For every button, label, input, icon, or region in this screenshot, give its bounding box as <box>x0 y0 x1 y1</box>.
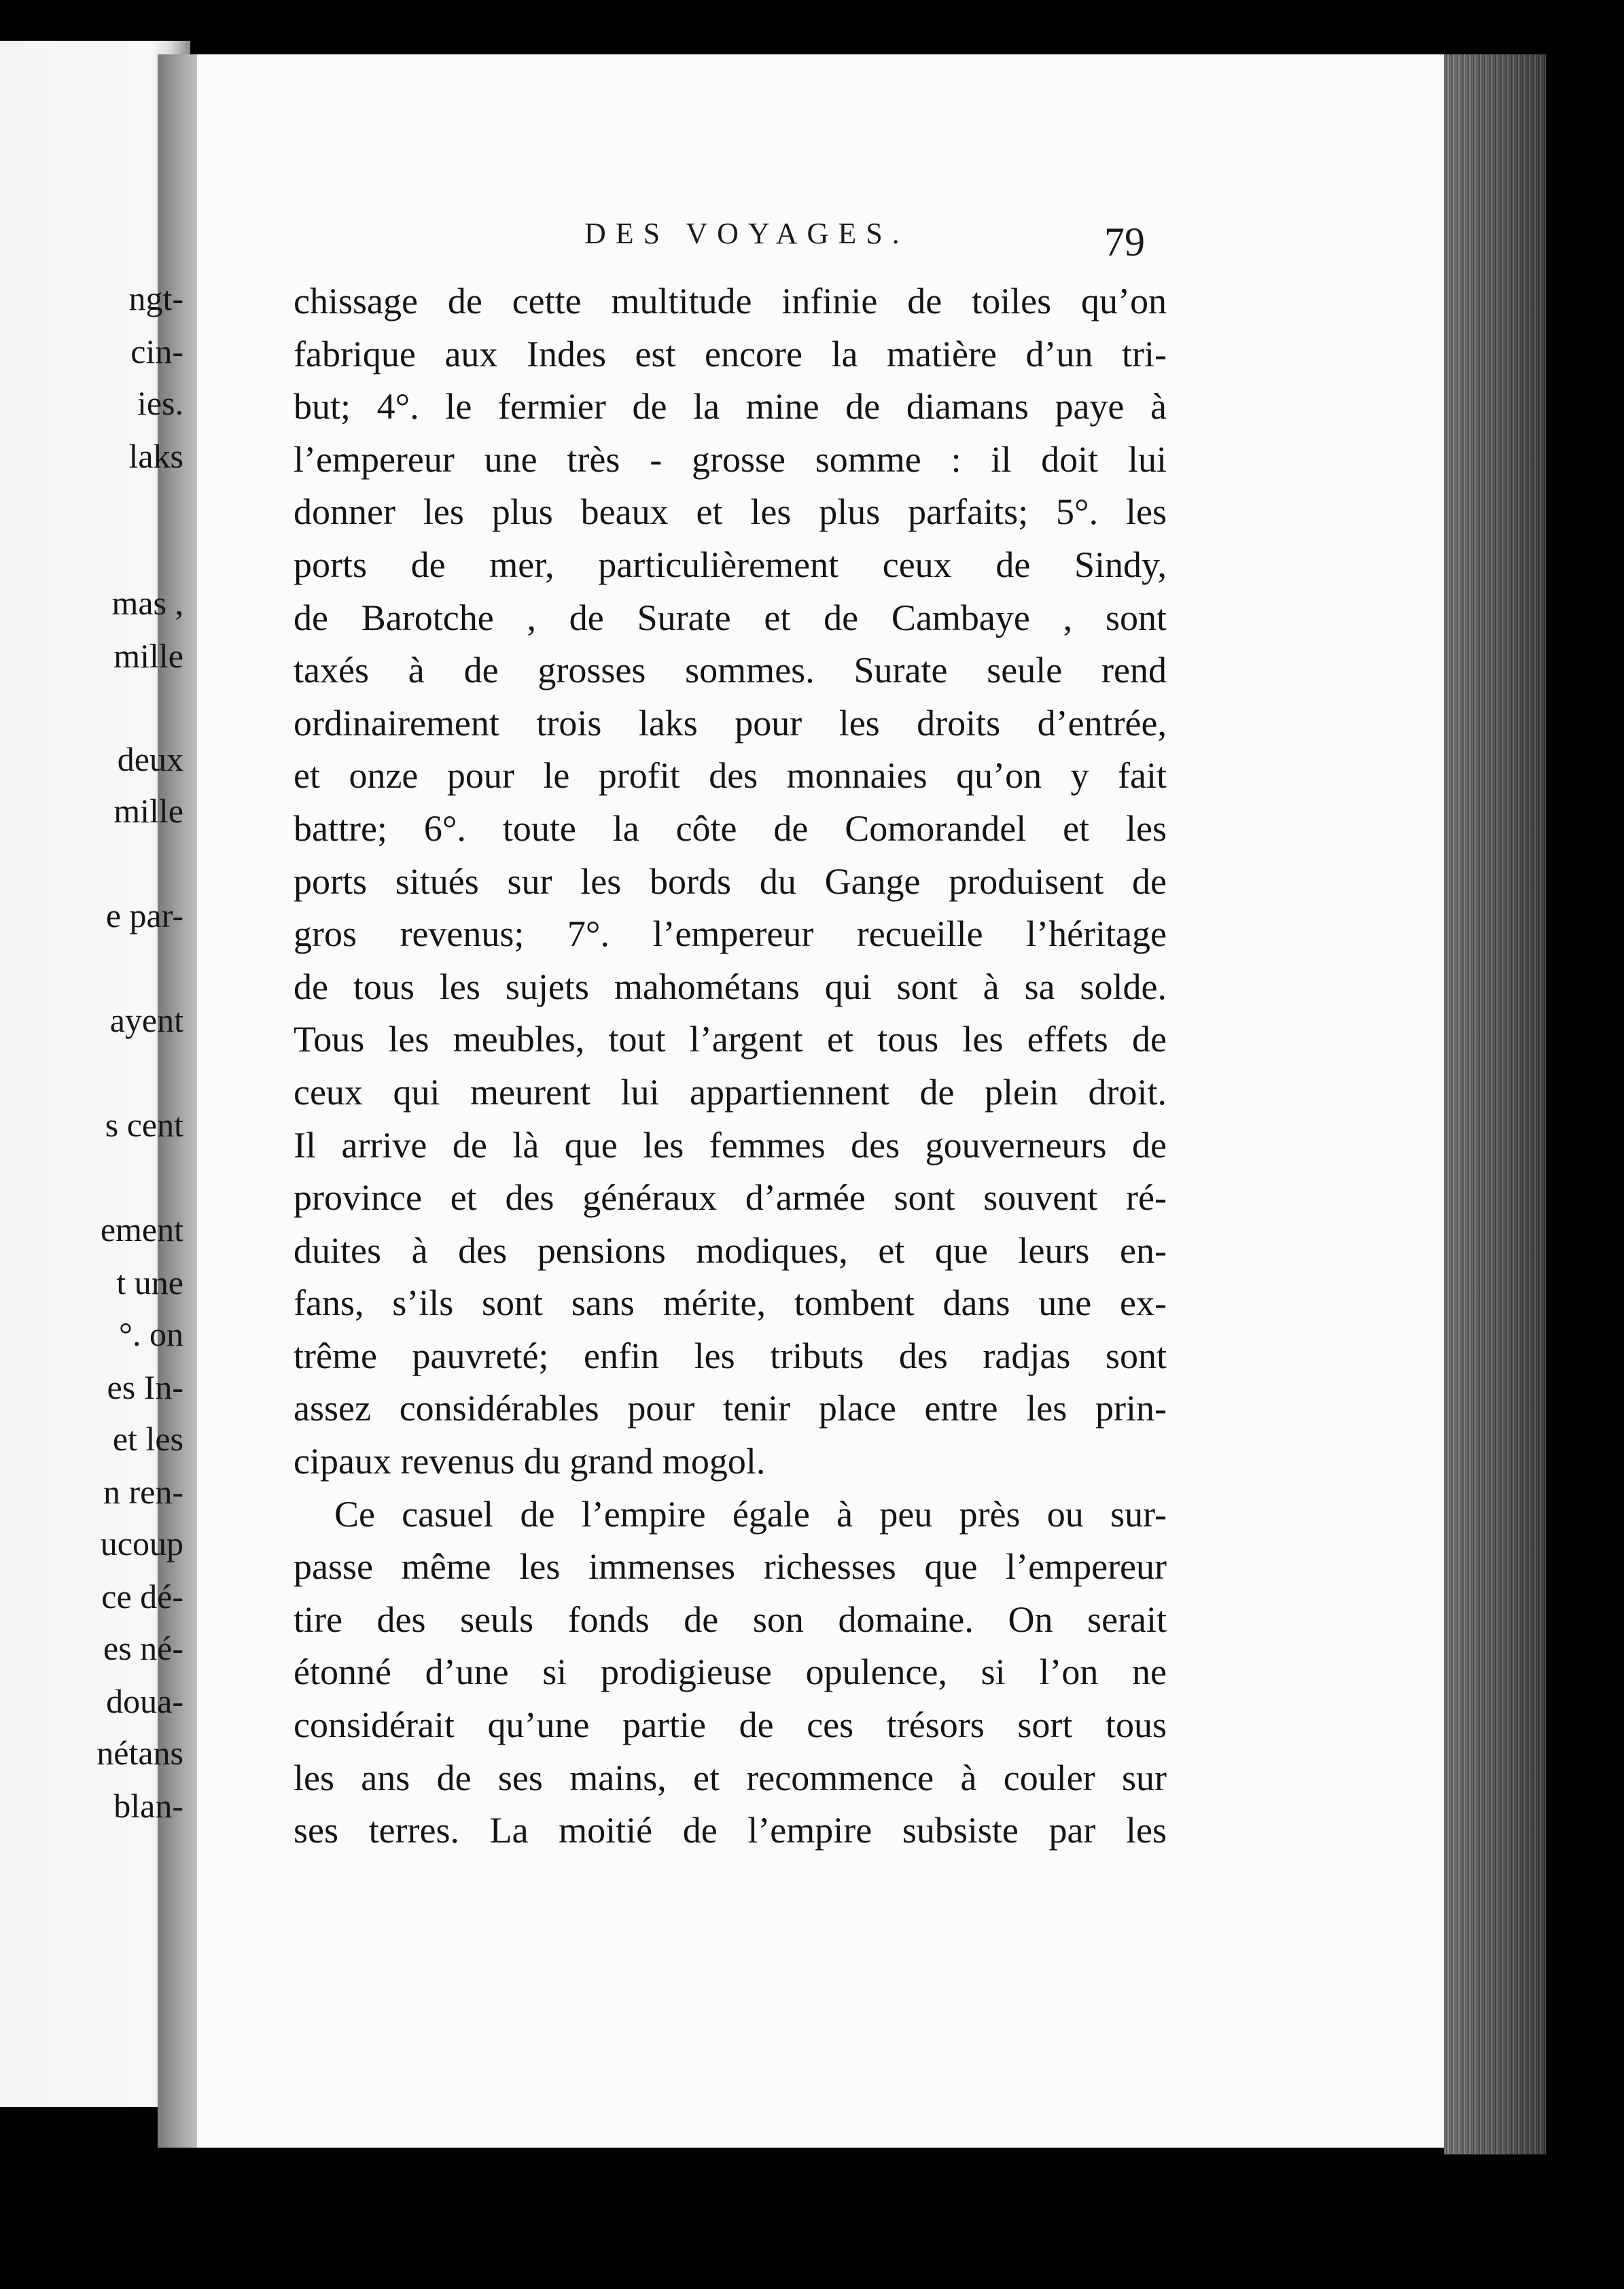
text-line: Ce casuel de l’empire égale à peu près ou sur- <box>334 1493 1167 1535</box>
text-line: fabrique aux Indes est encore la matière d’un tri- <box>294 333 1167 374</box>
left-line: doua- <box>106 1682 183 1720</box>
text-line: Tous les meubles, tout l’argent et tous les effets de <box>294 1019 1167 1060</box>
left-line: t une <box>116 1263 183 1301</box>
left-line: °. on <box>119 1315 183 1353</box>
text-line: taxés à de grosses sommes. Surate seule rend <box>294 650 1167 691</box>
left-line: ement <box>100 1210 183 1248</box>
left-line: mille <box>113 637 183 675</box>
text-line: de Barotche , de Surate et de Cambaye , sont <box>294 597 1167 638</box>
left-line: ngt- <box>128 279 183 317</box>
text-line: ses terres. La moitié de l’empire subsiste par les <box>294 1810 1167 1851</box>
left-line: mille <box>113 792 183 830</box>
page-number: 79 <box>1104 220 1145 264</box>
left-line: e par- <box>105 896 183 934</box>
text-line: battre; 6°. toute la côte de Comorandel et les <box>294 807 1167 849</box>
text-line: l’empereur une très - grosse somme : il doit lui <box>294 438 1167 480</box>
text-line: chissage de cette multitude infinie de toiles qu’on <box>294 281 1167 321</box>
left-line: ayent <box>109 1001 183 1039</box>
text-line: de tous les sujets mahométans qui sont à sa solde. <box>294 966 1167 1007</box>
left-line: nétans <box>96 1734 183 1772</box>
body-text <box>294 275 1167 1857</box>
left-line: s cent <box>105 1106 183 1144</box>
text-line: donner les plus beaux et les plus parfaits; 5°. les <box>294 491 1167 533</box>
left-line: mas , <box>111 584 183 622</box>
book-page-edges-shade <box>1444 54 1546 2154</box>
text-line: considérait qu’une partie de ces trésors sort tous <box>294 1705 1167 1746</box>
text-line: tire des seuls fonds de son domaine. On serait <box>294 1598 1167 1640</box>
left-line: et les <box>112 1420 183 1458</box>
text-line: assez considérables pour tenir place entre les prin- <box>294 1388 1167 1429</box>
text-line: trême pauvreté; enfin les tributs des radjas sont <box>294 1335 1167 1376</box>
left-line: deux <box>117 740 183 778</box>
left-line: es né- <box>103 1629 183 1667</box>
text-line: gros revenus; 7°. l’empereur recueille l’héritage <box>294 913 1167 955</box>
left-line: n ren- <box>103 1473 183 1511</box>
text-line: les ans de ses mains, et recommence à couler sur <box>294 1757 1167 1798</box>
text-line: cipaux revenus du grand mogol. <box>294 1441 766 1482</box>
left-line: cin- <box>130 332 183 370</box>
left-page-text <box>0 0 190 2289</box>
text-line: but; 4°. le fermier de la mine de diamans paye à <box>294 386 1167 427</box>
text-line: passe même les immenses richesses que l’empereur <box>294 1546 1167 1588</box>
left-line: blan- <box>113 1787 183 1825</box>
text-line: ports de mer, particulièrement ceux de Sindy, <box>294 544 1167 585</box>
text-line: Il arrive de là que les femmes des gouverneurs de <box>294 1124 1167 1166</box>
text-line: province et des généraux d’armée sont souvent ré- <box>294 1177 1167 1219</box>
text-line: ports situés sur les bords du Gange produisent de <box>294 860 1167 902</box>
text-line: ceux qui meurent lui appartiennent de plein droit. <box>294 1071 1167 1113</box>
left-line: laks <box>128 437 183 475</box>
left-line: ucoup <box>100 1524 183 1562</box>
text-line: ordinairement trois laks pour les droits d’entrée, <box>294 702 1167 744</box>
text-line: étonné d’une si prodigieuse opulence, si l’on ne <box>294 1652 1167 1693</box>
text-line: duites à des pensions modiques, et que leurs en- <box>294 1229 1167 1271</box>
running-head: DES VOYAGES. <box>584 217 909 250</box>
text-line: fans, s’ils sont sans mérite, tombent dans une ex- <box>294 1282 1167 1324</box>
left-line: ce dé- <box>101 1577 183 1615</box>
left-line: ies. <box>137 384 183 422</box>
text-line: et onze pour le profit des monnaies qu’on y fait <box>294 755 1167 797</box>
left-line: es In- <box>107 1368 183 1406</box>
